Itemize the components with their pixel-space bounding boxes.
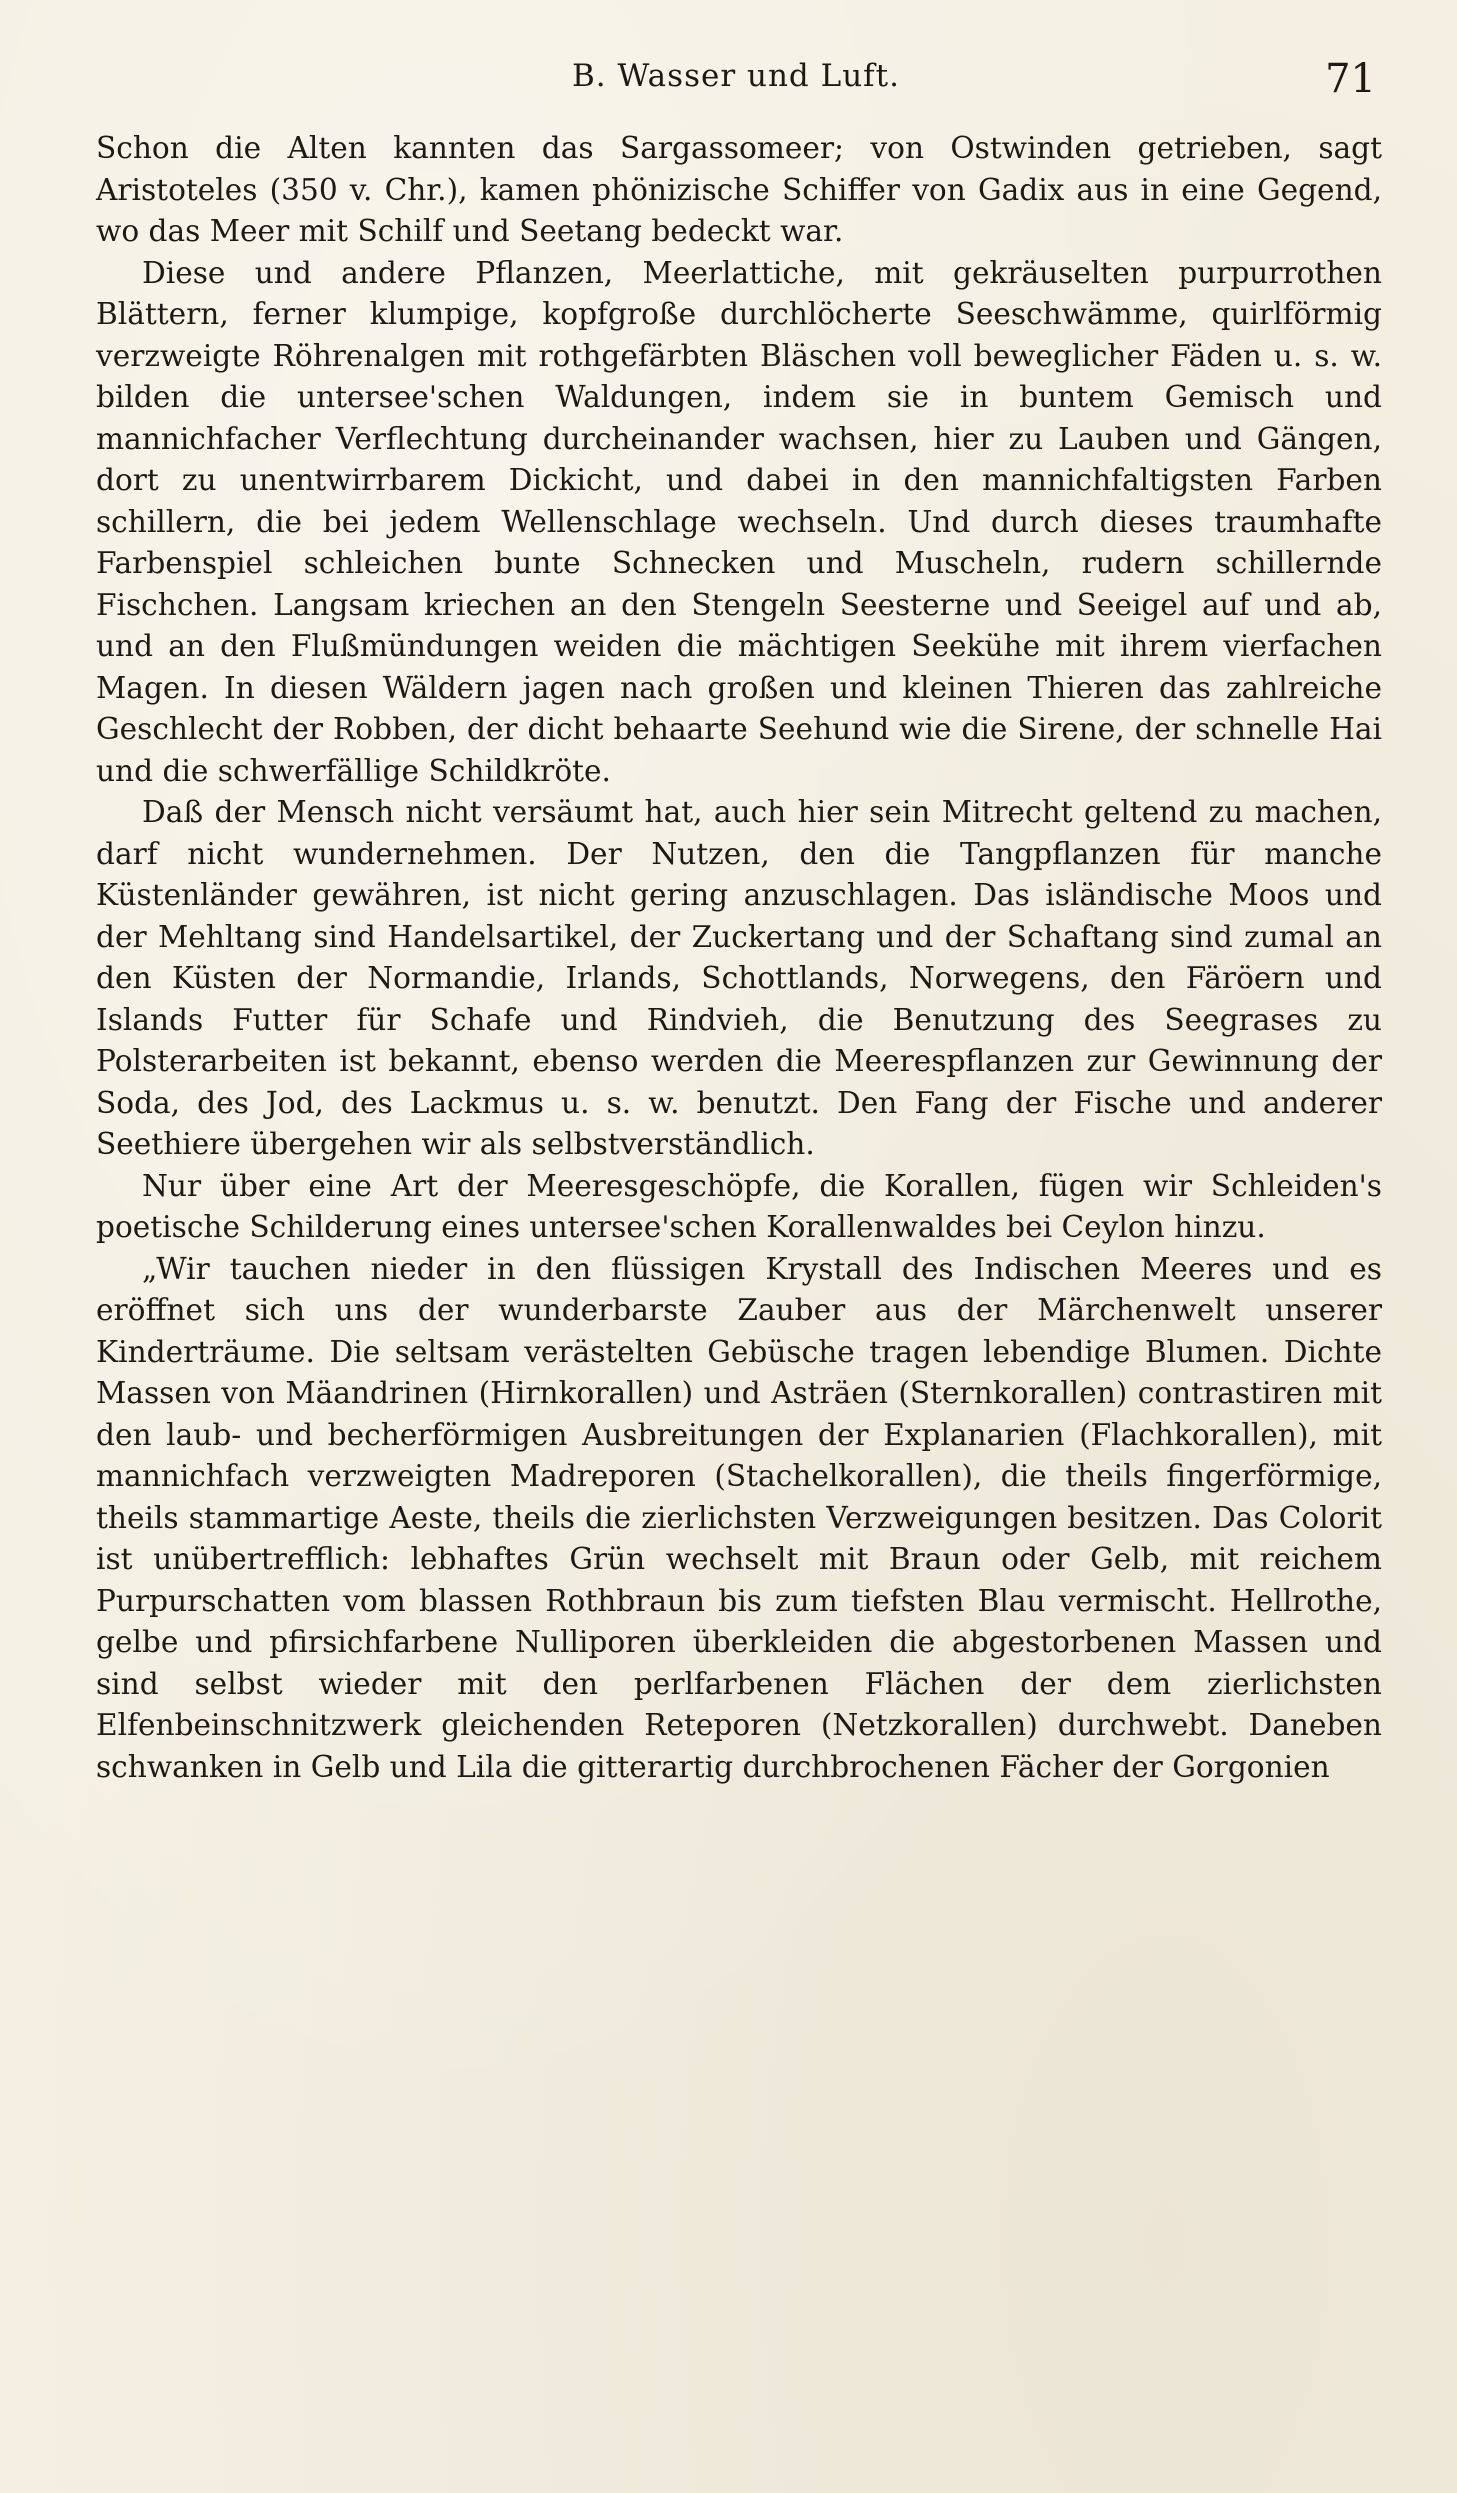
paragraph-sargasso: Schon die Alten kannten das Sargassomeer; von Ostwinden getrieben, sagt Aristoteles (350 v. Chr.), kamen phönizische Schiffer von Gadix aus in eine Gegend, wo das Meer mit Schilf und Seetang bedeckt war. [96, 131, 1382, 248]
page-number: 71 [1325, 56, 1376, 102]
paragraph-corals-intro: Nur über eine Art der Meeresgeschöpfe, die Korallen, fügen wir Schleiden's poetische Schilderung eines untersee'schen Korallenwaldes bei Ceylon hinzu. [96, 1168, 1382, 1244]
paragraph-human-use: Daß der Mensch nicht versäumt hat, auch hier sein Mitrecht geltend zu machen, darf nicht wundernehmen. Der Nutzen, den die Tangpflanzen für manche Küstenländer gewähren, ist nicht gering anzuschlagen. Das isländische Moos und der Mehltang sind Handelsartikel, der Zuckertang und der Schaftang sind zumal an den Küsten der Normandie, Irlands, Schottlands, Norwegens, den Färöern und Islands Futter für Schafe und Rindvieh, die Benutzung des Seegrases zu Polsterarbeiten ist bekannt, ebenso werden die Meerespflanzen zur Gewinnung der Soda, des Jod, des Lackmus u. s. w. benutzt. Den Fang der Fische und anderer Seethiere übergehen wir als selbstverständlich. [96, 795, 1382, 1161]
body-text [96, 128, 1382, 1788]
paragraph-coral-forest-quote: „Wir tauchen nieder in den flüssigen Krystall des Indischen Meeres und es eröffnet sich uns der wunderbarste Zauber aus der Märchenwelt unserer Kinderträume. Die seltsam verästelten Gebüsche tragen lebendige Blumen. Dichte Massen von Mäandrinen (Hirnkorallen) und Asträen (Sternkorallen) contrastiren mit den laub- und becherförmigen Ausbreitungen der Explanarien (Flachkorallen), mit mannichfach verzweigten Madreporen (Stachelkorallen), die theils fingerförmige, theils stammartige Aeste, theils die zierlichsten Verzweigungen besitzen. Das Colorit ist unübertrefflich: lebhaftes Grün wechselt mit Braun oder Gelb, mit reichem Purpurschatten vom blassen Rothbraun bis zum tiefsten Blau vermischt. Hellrothe, gelbe und pfirsichfarbene Nulliporen überkleiden die abgestorbenen Massen und sind selbst wieder mit den perlfarbenen Flächen der dem zierlichsten Elfenbeinschnitzwerk gleichenden Reteporen (Netzkorallen) durchwebt. Daneben schwanken in Gelb und Lila die gitterartig durchbrochenen Fächer der Gorgonien [96, 1251, 1382, 1784]
page-header [96, 52, 1376, 112]
running-title: B. Wasser und Luft. [572, 58, 900, 94]
paragraph-underwater-forests: Diese und andere Pflanzen, Meerlattiche, mit gekräuselten purpurrothen Blättern, ferner klumpige, kopfgroße durchlöcherte Seeschwämme, quirlförmig verzweigte Röhrenalgen mit rothgefärbten Bläschen voll beweglicher Fäden u. s. w. bilden die untersee'schen Waldungen, indem sie in buntem Gemisch und mannichfacher Verflechtung durcheinander wachsen, hier zu Lauben und Gängen, dort zu unentwirrbarem Dickicht, und dabei in den mannichfaltigsten Farben schillern, die bei jedem Wellenschlage wechseln. Und durch dieses traumhafte Farbenspiel schleichen bunte Schnecken und Muscheln, rudern schillernde Fischchen. Langsam kriechen an den Stengeln Seesterne und Seeigel auf und ab, und an den Flußmündungen weiden die mächtigen Seekühe mit ihrem vierfachen Magen. In diesen Wäldern jagen nach großen und kleinen Thieren das zahlreiche Geschlecht der Robben, der dicht behaarte Seehund wie die Sirene, der schnelle Hai und die schwerfällige Schildkröte. [96, 255, 1382, 788]
